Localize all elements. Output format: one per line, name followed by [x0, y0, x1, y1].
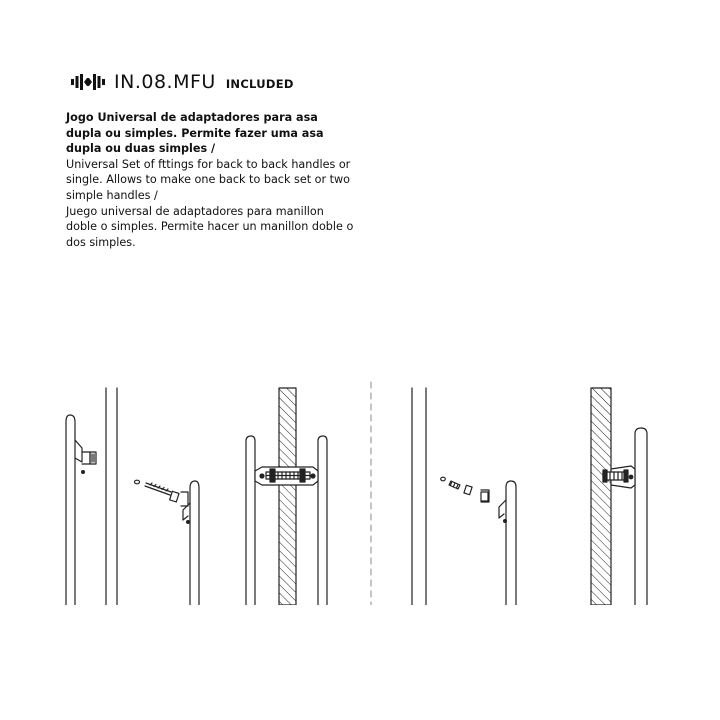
single-exploded-bolt: [441, 477, 489, 502]
step1-door-profile: [106, 388, 117, 605]
product-code: IN.08.MFU: [114, 71, 216, 93]
description-pt: Jogo Universal de adaptadores para asa dupla ou simples. Permite fazer uma asa dupla ou duas simples /: [66, 111, 324, 156]
description-en: Universal Set of fttings for back to back handles or single. Allows to make one back to back set or two simple handles /: [66, 157, 351, 202]
step2-exploded-bolt: [135, 480, 189, 506]
installation-diagram: [0, 375, 720, 605]
double-handle-adapter-icon: [70, 73, 106, 91]
included-tag: INCLUDED: [225, 76, 294, 91]
product-description: [66, 110, 356, 250]
step1-handle-with-adapter: [66, 415, 96, 605]
single-door-profile: [412, 388, 426, 605]
single-mounted-assembly: [591, 388, 647, 605]
step2-handle: [183, 481, 199, 605]
product-header: [70, 72, 294, 92]
description-es: Juego universal de adaptadores para manillon doble o simples. Permite hacer un manillon doble o dos simples.: [66, 204, 354, 249]
step3-back-to-back-assembly: [246, 388, 327, 605]
single-handle: [499, 481, 516, 605]
